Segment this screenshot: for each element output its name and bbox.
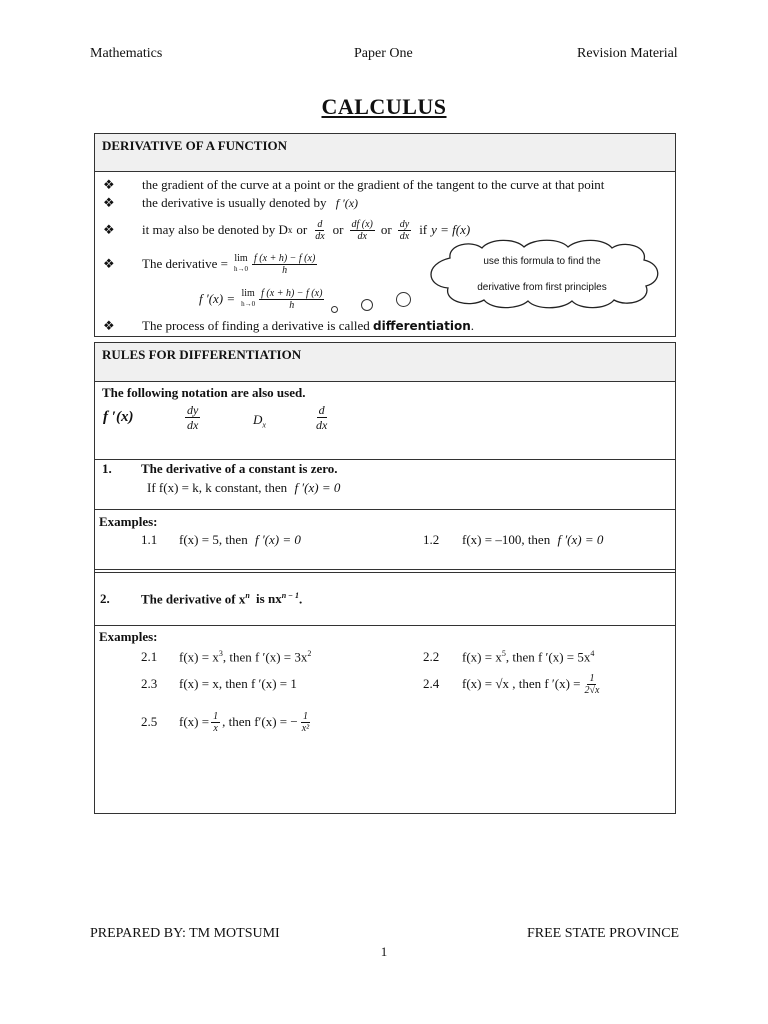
- example-1-2-result: f ′(x) = 0: [557, 532, 604, 547]
- frac-num: f (x + h) − f (x): [254, 252, 316, 264]
- cloud-text-line1: use this formula to find the: [483, 256, 601, 267]
- differentiation-term: differentiation: [373, 319, 471, 333]
- d-dx-fraction: [313, 219, 326, 242]
- example-2-1-a: f(x) = x: [179, 649, 219, 665]
- difference-quotient: [252, 253, 317, 276]
- notation-dx-sub: x: [262, 420, 266, 430]
- bullet-icon: ❖: [103, 177, 115, 192]
- rule2-number: 2.: [100, 591, 110, 606]
- frac-den: dx: [357, 230, 367, 242]
- frac-den: h: [289, 299, 295, 311]
- bullet-text-2-label: the derivative is usually denoted by: [142, 195, 327, 210]
- example-2-1-b: , then f ′(x) = 3x: [222, 649, 308, 665]
- example-1-2-text: f(x) = –100, then: [462, 532, 551, 547]
- dy-dx-fraction: [185, 403, 200, 432]
- header-paper: Paper One: [354, 46, 413, 61]
- example-2-1-number: 2.1: [141, 649, 158, 664]
- rule2-title: The derivative of $x^n$ is $nx^{n - 1}$.: [141, 591, 303, 607]
- header-material: Revision Material: [577, 46, 678, 61]
- frac-den: x²: [301, 722, 310, 734]
- examples-label: Examples:: [99, 629, 158, 644]
- cloud-text-line2: derivative from first principles: [477, 282, 607, 293]
- first-principles-formula: [199, 282, 326, 316]
- lim-subscript: h→0: [241, 300, 256, 308]
- bullet-text-1: the gradient of the curve at a point or the gradient of the tangent to the curve at that point: [142, 177, 605, 192]
- example-1-2-number: 1.2: [423, 532, 440, 547]
- divider: [95, 569, 675, 570]
- example-2-2-number: 2.2: [423, 649, 440, 664]
- example-1-1-result: f ′(x) = 0: [254, 532, 301, 547]
- section-heading: RULES FOR DIFFERENTIATION: [102, 347, 302, 362]
- dy-dx-fraction: [398, 219, 411, 242]
- bullet-icon: ❖: [103, 195, 115, 210]
- example-1-2: [462, 532, 603, 548]
- df-dx-fraction: [350, 219, 375, 242]
- frac-den: h: [282, 264, 288, 276]
- divider: [95, 171, 675, 172]
- frac-num: dy: [399, 218, 410, 230]
- example-2-5-b: , then f′(x) = −: [222, 714, 298, 729]
- divider: [95, 509, 675, 510]
- rule2-sup-n: n: [245, 591, 250, 600]
- thought-bubble-large: [396, 292, 411, 307]
- bullet-text-4: [142, 248, 319, 280]
- page-title: CALCULUS: [321, 94, 447, 119]
- lim-text: lim: [241, 288, 255, 299]
- fprime-notation: f ′(x): [335, 196, 359, 210]
- example-2-4-fraction: [583, 673, 602, 696]
- section-heading: DERIVATIVE OF A FUNCTION: [102, 138, 288, 153]
- or-text: or: [332, 222, 344, 237]
- example-2-4-text: f(x) = √x , then f ′(x) =: [462, 676, 581, 691]
- rule1-detail-text: If f(x) = k, k constant, then: [147, 480, 288, 495]
- notation-d: D: [253, 412, 263, 427]
- footer-province: FREE STATE PROVINCE: [527, 926, 680, 941]
- example-1-1: [179, 532, 301, 548]
- bullet-icon: ❖: [103, 256, 115, 271]
- example-1-1-number: 1.1: [141, 532, 158, 547]
- example-2-2-sup: 5: [501, 649, 506, 658]
- example-2-5: [179, 705, 313, 739]
- example-2-1-sup2: 2: [307, 649, 312, 658]
- notation-dy-dx: [183, 403, 202, 432]
- example-2-2-a: f(x) = x: [462, 649, 502, 665]
- d-dx-fraction: [314, 403, 329, 432]
- bullet-icon: ❖: [103, 318, 115, 333]
- frac-num: f (x + h) − f (x): [261, 287, 323, 299]
- bullet-text-5: The process of finding a derivative is called differentiation.: [142, 318, 475, 333]
- cloud-callout-icon: [420, 238, 665, 310]
- page-number: 1: [380, 944, 388, 959]
- rule1-number: 1.: [102, 461, 112, 476]
- frac-den: dx: [187, 418, 199, 432]
- frac-num: d: [318, 403, 325, 417]
- thought-bubble-small: [331, 306, 338, 313]
- rules-section: [94, 342, 676, 814]
- example-2-1: [179, 649, 311, 665]
- if-text: if: [419, 222, 428, 237]
- limit-notation: [234, 253, 248, 275]
- rule1-title: The derivative of a constant is zero.: [141, 461, 338, 476]
- footer-author: PREPARED BY: TM MOTSUMI: [90, 926, 280, 941]
- bullet-text-5-label: The process of finding a derivative is called: [142, 318, 370, 333]
- y-equals-fx: y = f(x): [431, 222, 471, 237]
- thought-bubble-medium: [361, 299, 373, 311]
- dx-subscript: x: [287, 225, 293, 235]
- fprime-lhs: f ′(x) =: [199, 291, 236, 306]
- derivative-equals-label: The derivative =: [142, 256, 229, 271]
- frac-den: 2√x: [584, 684, 600, 696]
- rule1-detail: [147, 480, 340, 496]
- example-2-5-fraction: [211, 711, 220, 734]
- header-subject: Mathematics: [90, 46, 163, 61]
- or-text: or: [380, 222, 392, 237]
- rule2-title-a: The derivative of x: [141, 591, 246, 607]
- example-2-2: [462, 649, 594, 665]
- difference-quotient: [259, 288, 324, 311]
- example-2-2-sup2: 4: [590, 649, 595, 658]
- example-2-5-result: [300, 711, 311, 734]
- notation-fprime: f ′(x): [103, 409, 134, 425]
- example-2-2-b: , then f ′(x) = 5x: [505, 649, 591, 665]
- rule2-title-b: is nx: [256, 591, 282, 607]
- rule2-sup-n1: n − 1: [281, 591, 299, 600]
- example-2-5-number: 2.5: [141, 714, 158, 729]
- bullet-text-3-prefix: it may also be denoted by D: [142, 222, 288, 237]
- bullet-text-2: [142, 195, 358, 211]
- frac-num: 1: [589, 672, 595, 684]
- frac-den: dx: [316, 418, 328, 432]
- limit-notation: [241, 288, 255, 310]
- divider: [95, 625, 675, 626]
- notation-dx: [253, 412, 266, 430]
- example-2-3: f(x) = x, then f ′(x) = 1: [179, 676, 297, 691]
- bullet-icon: ❖: [103, 222, 115, 237]
- notation-heading: The following notation are also used.: [102, 385, 306, 400]
- frac-num: 1: [302, 710, 308, 722]
- example-2-1-sup: 3: [218, 649, 223, 658]
- frac-num: 1: [213, 710, 219, 722]
- frac-num: df (x): [351, 218, 373, 230]
- divider: [95, 381, 675, 382]
- or-text: or: [296, 222, 308, 237]
- lim-subscript: h→0: [234, 265, 249, 273]
- frac-den: x: [213, 722, 218, 734]
- rule1-detail-result: f ′(x) = 0: [294, 480, 341, 495]
- lim-text: lim: [234, 253, 248, 264]
- example-2-3-number: 2.3: [141, 676, 158, 691]
- frac-num: d: [317, 218, 323, 230]
- example-2-4: [462, 669, 603, 699]
- example-2-4-number: 2.4: [423, 676, 440, 691]
- notation-d-dx: [312, 403, 331, 432]
- frac-den: dx: [315, 230, 325, 242]
- example-2-5-a: f(x) =: [179, 714, 210, 729]
- example-1-1-text: f(x) = 5, then: [179, 532, 248, 547]
- divider: [95, 572, 675, 573]
- frac-num: dy: [187, 403, 199, 417]
- divider: [95, 459, 675, 460]
- frac-den: dx: [399, 230, 410, 242]
- examples-label: Examples:: [99, 514, 158, 529]
